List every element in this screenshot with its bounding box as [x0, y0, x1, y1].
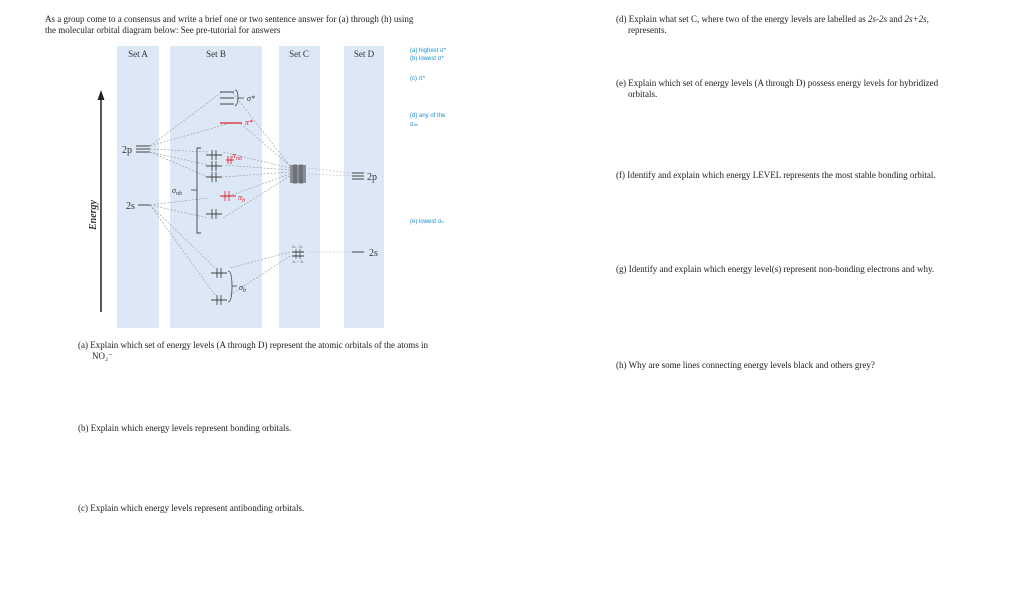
panel-set-a [117, 46, 159, 328]
set-a-2s-label: 2s [126, 201, 135, 212]
question-d-line2: represents. [628, 25, 667, 35]
energy-label: Energy [88, 200, 99, 230]
instructions [45, 14, 505, 36]
set-a-label: Set A [128, 49, 148, 59]
pi-nb-label: $\pi_{nb}$ [232, 151, 243, 162]
question-c: (c) Explain which energy levels represent antibonding orbitals. [78, 503, 305, 513]
set-a-2p-label: 2p [122, 145, 132, 156]
panel-set-d [344, 46, 384, 328]
note-b: (b) lowest σ* [410, 56, 444, 62]
question-a-line1: (a) Explain which set of energy levels (A through D) represent the atomic orbitals of the atoms in [78, 340, 428, 350]
set-b-label: Set B [206, 49, 226, 59]
note-d-line1: (d) any of the [410, 113, 446, 119]
panel-set-c [279, 46, 320, 328]
note-d-line2: σₙₖ [410, 122, 419, 128]
setc-label-plus: 2s + 2s [292, 259, 304, 264]
note-a: (a) highest σ* [410, 48, 447, 54]
instructions-line-1: As a group come to a consensus and write a brief one or two sentence answer for (a) through (h) using [45, 14, 414, 24]
sigma-nb-label: $\sigma_{nb}$ [172, 186, 182, 197]
panel-set-b [170, 46, 262, 328]
set-d-2s-label: 2s [369, 248, 378, 259]
question-e-line1: (e) Explain which set of energy levels (A through D) possess energy levels for hybridized [616, 78, 939, 88]
set-c-label: Set C [289, 49, 309, 59]
note-e: (e) lowest σₙ [410, 219, 444, 225]
sigma-b-label: $\sigma_b$ [239, 283, 246, 294]
question-g: (g) Identify and explain which energy level(s) represent non-bonding electrons and why. [616, 264, 935, 274]
energy-arrow-icon [98, 90, 105, 100]
question-b: (b) Explain which energy levels represent bonding orbitals. [78, 423, 292, 433]
question-f: (f) Identify and explain which energy LEVEL represents the most stable bonding orbital. [616, 170, 936, 180]
note-c: (c) π* [410, 76, 426, 82]
instructions-line-2: the molecular orbital diagram below: See pre-tutorial for answers [45, 25, 281, 35]
pi-b-label: $\pi_b$ [238, 193, 246, 204]
question-d: (d) Explain what set C, where two of the energy levels are labelled as 2s-2s and 2s+2s, represents. [616, 14, 1016, 36]
set-d-2p-label: 2p [367, 172, 377, 183]
question-a-line2: NO₂⁻ [92, 351, 113, 361]
question-a [78, 340, 518, 362]
pi-star-label: π* [245, 118, 254, 127]
question-e [616, 78, 1016, 100]
setc-label-minus: 2s - 2s [292, 244, 303, 249]
sigma-star-label: σ* [247, 94, 255, 103]
mo-diagram [80, 40, 480, 332]
question-h: (h) Why are some lines connecting energy levels black and others grey? [616, 360, 875, 370]
set-d-label: Set D [353, 49, 375, 59]
question-e-line2: orbitals. [628, 89, 658, 99]
